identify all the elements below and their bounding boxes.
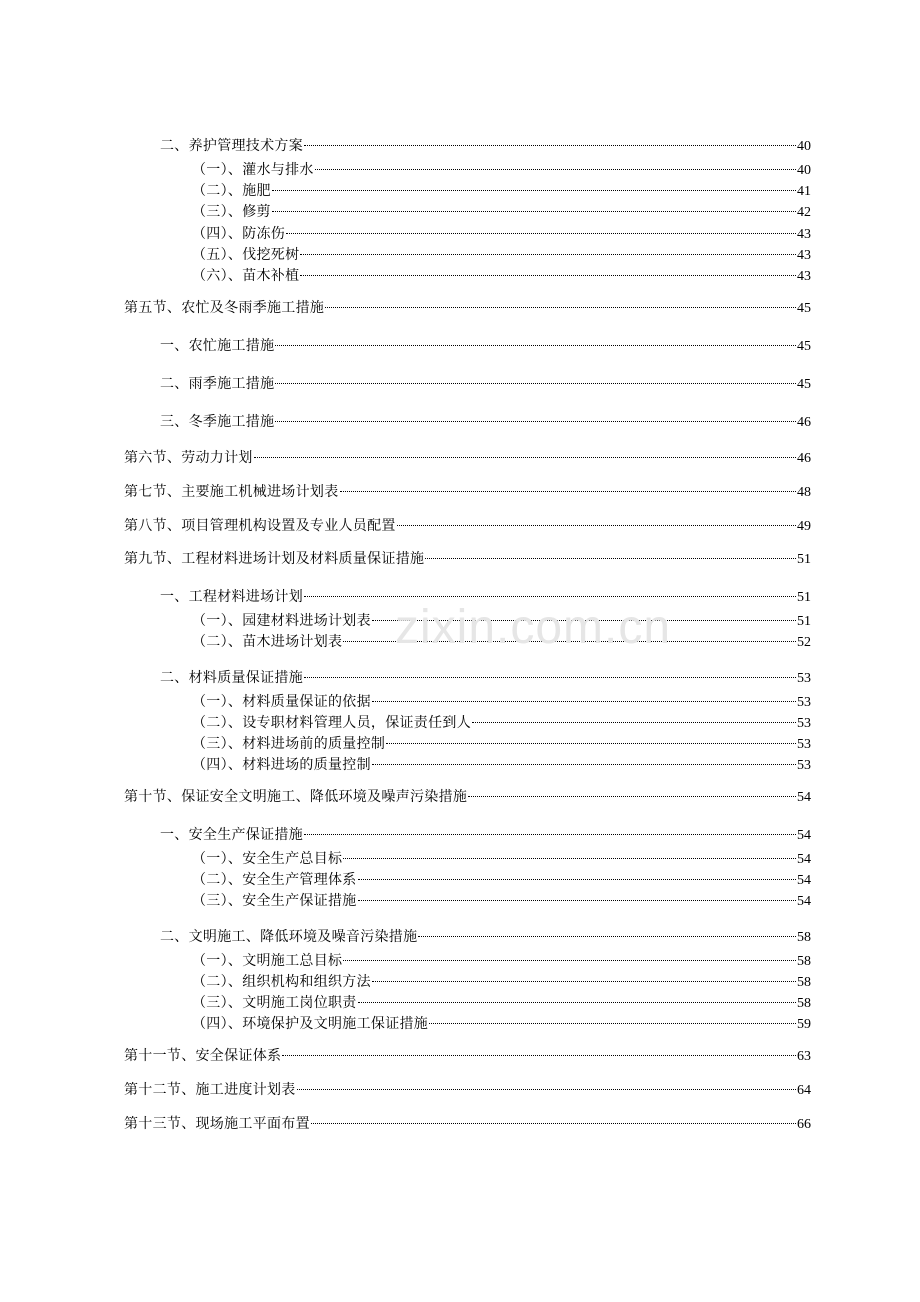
dot-leader bbox=[315, 169, 796, 170]
toc-entry-page: 48 bbox=[797, 485, 811, 500]
toc-entry-page: 63 bbox=[797, 1049, 811, 1064]
toc-entry[interactable] bbox=[0, 266, 920, 286]
toc-entry-title: 三、冬季施工措施 bbox=[160, 414, 275, 430]
dot-leader bbox=[254, 457, 796, 458]
toc-entry[interactable] bbox=[0, 1114, 920, 1134]
toc-entry-page: 43 bbox=[797, 227, 811, 242]
toc-entry[interactable] bbox=[0, 993, 920, 1013]
toc-entry[interactable] bbox=[0, 245, 920, 265]
dot-leader bbox=[304, 145, 796, 146]
toc-entry[interactable] bbox=[0, 298, 920, 318]
toc-entry-page: 46 bbox=[797, 451, 811, 466]
toc-entry-page: 58 bbox=[797, 930, 811, 945]
dot-leader bbox=[472, 722, 796, 723]
toc-entry-page: 58 bbox=[797, 954, 811, 969]
toc-entry-page: 51 bbox=[797, 614, 811, 629]
dot-leader bbox=[272, 211, 796, 212]
toc-entry-page: 54 bbox=[797, 852, 811, 867]
dot-leader bbox=[304, 834, 796, 835]
dot-leader bbox=[343, 960, 796, 961]
toc-entry[interactable] bbox=[0, 927, 920, 947]
toc-entry-page: 58 bbox=[797, 975, 811, 990]
toc-entry-page: 51 bbox=[797, 552, 811, 567]
toc-entry-title: 第九节、工程材料进场计划及材料质量保证措施 bbox=[124, 551, 425, 567]
dot-leader bbox=[275, 345, 796, 346]
toc-entry-page: 66 bbox=[797, 1117, 811, 1132]
dot-leader bbox=[397, 525, 796, 526]
toc-entry[interactable] bbox=[0, 951, 920, 971]
toc-entry-page: 52 bbox=[797, 635, 811, 650]
toc-entry-title: 第五节、农忙及冬雨季施工措施 bbox=[124, 300, 325, 316]
dot-leader bbox=[311, 1123, 796, 1124]
toc-entry-title: 第七节、主要施工机械进场计划表 bbox=[124, 484, 339, 500]
toc-entry-page: 54 bbox=[797, 873, 811, 888]
toc-entry-title: 第十节、保证安全文明施工、降低环境及噪声污染措施 bbox=[124, 789, 468, 805]
toc-entry-page: 53 bbox=[797, 716, 811, 731]
dot-leader bbox=[272, 190, 796, 191]
toc-entry[interactable] bbox=[0, 787, 920, 807]
dot-leader bbox=[297, 1089, 796, 1090]
toc-entry-page: 54 bbox=[797, 790, 811, 805]
toc-entry[interactable] bbox=[0, 891, 920, 911]
toc-entry-page: 58 bbox=[797, 996, 811, 1011]
dot-leader bbox=[372, 620, 796, 621]
toc-entry-title: 二、材料质量保证措施 bbox=[160, 670, 303, 686]
toc-entry-title: （五）、伐挖死树 bbox=[192, 247, 300, 263]
toc-entry-title: 第十三节、现场施工平面布置 bbox=[124, 1116, 310, 1132]
toc-entry[interactable] bbox=[0, 160, 920, 180]
toc-entry-page: 40 bbox=[797, 139, 811, 154]
toc-entry-title: （六）、苗木补植 bbox=[192, 268, 300, 284]
toc-entry[interactable] bbox=[0, 713, 920, 733]
dot-leader bbox=[275, 421, 796, 422]
toc-entry-title: 二、养护管理技术方案 bbox=[160, 138, 303, 154]
toc-entry-title: （三）、文明施工岗位职责 bbox=[192, 995, 357, 1011]
toc-entry-title: （四）、环境保护及文明施工保证措施 bbox=[192, 1016, 429, 1032]
toc-entry[interactable] bbox=[0, 136, 920, 156]
toc-entry[interactable] bbox=[0, 587, 920, 607]
toc-entry-page: 45 bbox=[797, 339, 811, 354]
toc-entry-title: （四）、防冻伤 bbox=[192, 226, 286, 242]
dot-leader bbox=[372, 981, 796, 982]
toc-entry[interactable] bbox=[0, 825, 920, 845]
dot-leader bbox=[300, 254, 796, 255]
dot-leader bbox=[300, 275, 796, 276]
toc-entry[interactable] bbox=[0, 972, 920, 992]
toc-entry[interactable] bbox=[0, 482, 920, 502]
toc-entry-page: 45 bbox=[797, 377, 811, 392]
watermark: zixin.com.cn bbox=[395, 601, 672, 654]
toc-entry-title: 一、工程材料进场计划 bbox=[160, 589, 303, 605]
toc-entry-title: （四）、材料进场的质量控制 bbox=[192, 757, 371, 773]
toc-entry-title: （一）、安全生产总目标 bbox=[192, 851, 343, 867]
dot-leader bbox=[386, 743, 796, 744]
toc-entry[interactable] bbox=[0, 412, 920, 432]
toc-entry-page: 64 bbox=[797, 1083, 811, 1098]
toc-entry[interactable] bbox=[0, 1046, 920, 1066]
toc-entry[interactable] bbox=[0, 668, 920, 688]
toc-entry-page: 42 bbox=[797, 205, 811, 220]
dot-leader bbox=[275, 383, 796, 384]
toc-entry-title: （三）、安全生产保证措施 bbox=[192, 893, 357, 909]
toc-entry-title: （二）、组织机构和组织方法 bbox=[192, 974, 371, 990]
toc-entry-page: 53 bbox=[797, 695, 811, 710]
toc-entry-page: 53 bbox=[797, 671, 811, 686]
toc-entry-title: （二）、施肥 bbox=[192, 183, 271, 199]
toc-entry-page: 54 bbox=[797, 894, 811, 909]
toc-entry[interactable] bbox=[0, 849, 920, 869]
toc-entry-page: 40 bbox=[797, 163, 811, 178]
toc-entry[interactable] bbox=[0, 374, 920, 394]
toc-entry[interactable] bbox=[0, 1014, 920, 1034]
toc-entry-title: （二）、设专职材料管理人员，保证责任到人 bbox=[192, 715, 471, 731]
toc-entry[interactable] bbox=[0, 181, 920, 201]
toc-entry-title: 二、雨季施工措施 bbox=[160, 376, 275, 392]
toc-entry-title: 一、安全生产保证措施 bbox=[160, 827, 303, 843]
toc-entry-title: 二、文明施工、降低环境及噪音污染措施 bbox=[160, 929, 418, 945]
toc-entry-title: 一、农忙施工措施 bbox=[160, 338, 275, 354]
toc-entry[interactable] bbox=[0, 870, 920, 890]
dot-leader bbox=[343, 641, 796, 642]
toc-entry[interactable] bbox=[0, 611, 920, 631]
dot-leader bbox=[429, 1023, 796, 1024]
toc-entry[interactable] bbox=[0, 224, 920, 244]
dot-leader bbox=[372, 701, 796, 702]
toc-entry[interactable] bbox=[0, 692, 920, 712]
toc-entry[interactable] bbox=[0, 1080, 920, 1100]
toc-entry[interactable] bbox=[0, 755, 920, 775]
dot-leader bbox=[358, 900, 796, 901]
toc-entry-title: 第十一节、安全保证体系 bbox=[124, 1048, 282, 1064]
dot-leader bbox=[418, 936, 796, 937]
toc-entry[interactable] bbox=[0, 549, 920, 569]
dot-leader bbox=[304, 677, 796, 678]
dot-leader bbox=[286, 233, 796, 234]
toc-entry-page: 43 bbox=[797, 269, 811, 284]
dot-leader bbox=[325, 307, 796, 308]
dot-leader bbox=[358, 879, 796, 880]
dot-leader bbox=[304, 596, 796, 597]
dot-leader bbox=[372, 764, 796, 765]
toc-entry-title: 第十二节、施工进度计划表 bbox=[124, 1082, 296, 1098]
toc-entry[interactable] bbox=[0, 632, 920, 652]
toc-entry[interactable] bbox=[0, 336, 920, 356]
toc-entry-page: 51 bbox=[797, 590, 811, 605]
dot-leader bbox=[340, 491, 797, 492]
dot-leader bbox=[343, 858, 796, 859]
dot-leader bbox=[282, 1055, 796, 1056]
toc-entry[interactable] bbox=[0, 516, 920, 536]
toc-entry-page: 54 bbox=[797, 828, 811, 843]
toc-entry[interactable] bbox=[0, 448, 920, 468]
toc-entry-page: 53 bbox=[797, 737, 811, 752]
toc-entry-title: （一）、园建材料进场计划表 bbox=[192, 613, 371, 629]
toc-entry-title: （一）、材料质量保证的依据 bbox=[192, 694, 371, 710]
dot-leader bbox=[425, 558, 796, 559]
toc-entry-page: 49 bbox=[797, 519, 811, 534]
toc-entry[interactable] bbox=[0, 202, 920, 222]
toc-entry[interactable] bbox=[0, 734, 920, 754]
dot-leader bbox=[468, 796, 796, 797]
toc-entry-title: （三）、材料进场前的质量控制 bbox=[192, 736, 386, 752]
toc-entry-page: 46 bbox=[797, 415, 811, 430]
toc-entry-title: （一）、文明施工总目标 bbox=[192, 953, 343, 969]
toc-entry-title: （二）、苗木进场计划表 bbox=[192, 634, 343, 650]
toc-entry-title: 第八节、项目管理机构设置及专业人员配置 bbox=[124, 518, 396, 534]
toc-entry-page: 43 bbox=[797, 248, 811, 263]
dot-leader bbox=[358, 1002, 796, 1003]
toc-entry-title: 第六节、劳动力计划 bbox=[124, 450, 253, 466]
toc-entry-title: （一）、灌水与排水 bbox=[192, 162, 314, 178]
toc-entry-title: （二）、安全生产管理体系 bbox=[192, 872, 357, 888]
toc-entry-page: 41 bbox=[797, 184, 811, 199]
toc-entry-page: 53 bbox=[797, 758, 811, 773]
toc-entry-page: 59 bbox=[797, 1017, 811, 1032]
toc-entry-title: （三）、修剪 bbox=[192, 204, 271, 220]
toc-entry-page: 45 bbox=[797, 301, 811, 316]
